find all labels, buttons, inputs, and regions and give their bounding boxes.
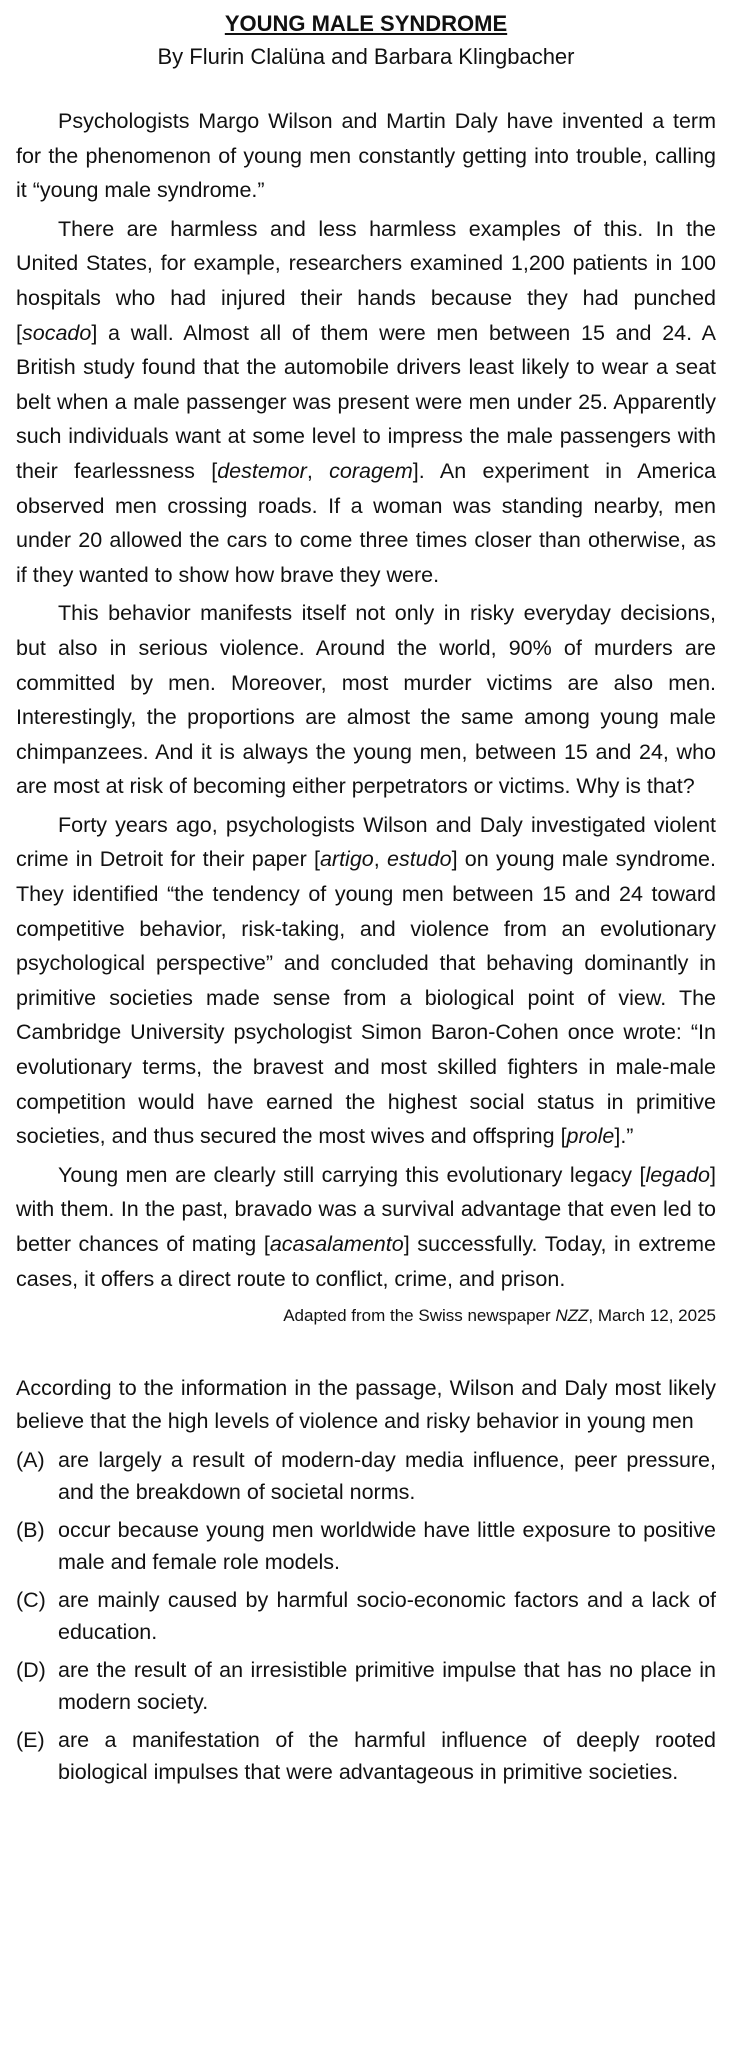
option-text: occur because young men worldwide have little exposure to positive male and female role models. [58, 1518, 716, 1575]
option-letter: (B) [16, 1518, 45, 1543]
gloss-term: socado [21, 320, 92, 345]
publication-name: NZZ [555, 1306, 589, 1326]
gloss-term: prole [566, 1124, 615, 1149]
gloss-term: destemor [217, 458, 307, 483]
option-d[interactable] [16, 1654, 716, 1718]
paragraph-5: Young men are clearly still carrying this evolutionary legacy [legado] with them. In the past, bravado was a survival advantage that even led to better chances of mating [acasalamento] successfully. Today, in extreme cases, it offers a direct route to conflict, crime, and prison. [16, 1162, 717, 1291]
gloss-term: acasalamento [269, 1232, 404, 1256]
option-text: are a manifestation of the harmful influence of deeply rooted biological impulses that were advantageous in primitive societies. [58, 1728, 716, 1785]
option-letter: (E) [16, 1728, 45, 1753]
option-letter: (D) [16, 1658, 46, 1683]
option-a[interactable] [16, 1444, 716, 1508]
paragraph-1: Psychologists Margo Wilson and Martin Daly have invented a term for the phenomenon of young men constantly getting into trouble, calling it “young male syndrome.” [16, 109, 716, 203]
paragraph-2: There are harmless and less harmless examples of this. In the United States, for example, researchers examined 1,200 patients in 100 hospitals who had injured their hands because they had punched [socado] a wall. Almost all of them were men between 15 and 24. A British study found that the automobile drivers least likely to wear a seat belt when a male passenger was present were men under 25. Apparently such individuals want at some level to impress the male passengers with their fearlessness [destemor, coragem]. An experiment in America observed men crossing roads. If a woman was standing nearby, men under 20 allowed the cars to come three times closer than otherwise, as if they wanted to show how brave they were. [16, 216, 716, 587]
question-stem: According to the information in the passage, Wilson and Daly most likely believe that the high levels of violence and risky behavior in young men [16, 1376, 716, 1434]
option-letter: (A) [16, 1448, 45, 1473]
option-text: are the result of an irresistible primitive impulse that has no place in modern society. [58, 1658, 716, 1715]
paragraph-4: Forty years ago, psychologists Wilson and Daly investigated violent crime in Detroit for their paper [artigo, estudo] on young male syndrome. They identified “the tendency of young men between 15 and 24 toward competitive behavior, risk-taking, and violence from an evolutionary psychological perspective” and concluded that behaving dominantly in primitive societies made sense from a biological point of view. The Cambridge University psychologist Simon Baron-Cohen once wrote: “In evolutionary terms, the bravest and most skilled fighters in male-male competition would have earned the highest social status in primitive societies, and thus secured the most wives and offspring [prole].” [16, 812, 716, 1149]
gloss-term: legado [645, 1162, 711, 1187]
option-b[interactable] [16, 1514, 716, 1578]
article-authors: By Flurin Clalüna and Barbara Klingbacher [157, 44, 575, 69]
option-text: are largely a result of modern-day media influence, peer pressure, and the breakdown of societal norms. [58, 1448, 716, 1505]
option-e[interactable] [16, 1724, 716, 1788]
option-text: are mainly caused by harmful socio-economic factors and a lack of education. [58, 1588, 716, 1645]
answer-options [16, 1444, 716, 1788]
gloss-term: coragem [329, 458, 413, 483]
article-body [16, 104, 716, 1296]
paragraph-3: This behavior manifests itself not only in risky everyday decisions, but also in serious violence. Around the world, 90% of murders are committed by men. Moreover, most murder victims are also men. Interestingly, the proportions are almost the same among young male chimpanzees. And it is always the young men, between 15 and 24, who are most at risk of becoming either perpetrators or victims. Why is that? [16, 601, 716, 799]
option-c[interactable] [16, 1584, 716, 1648]
source-citation: Adapted from the Swiss newspaper NZZ, March 12, 2025 [283, 1306, 716, 1326]
article-title: YOUNG MALE SYNDROME [224, 11, 508, 36]
gloss-term: artigo [319, 847, 374, 872]
option-letter: (C) [16, 1588, 46, 1613]
gloss-term: estudo [387, 847, 452, 872]
